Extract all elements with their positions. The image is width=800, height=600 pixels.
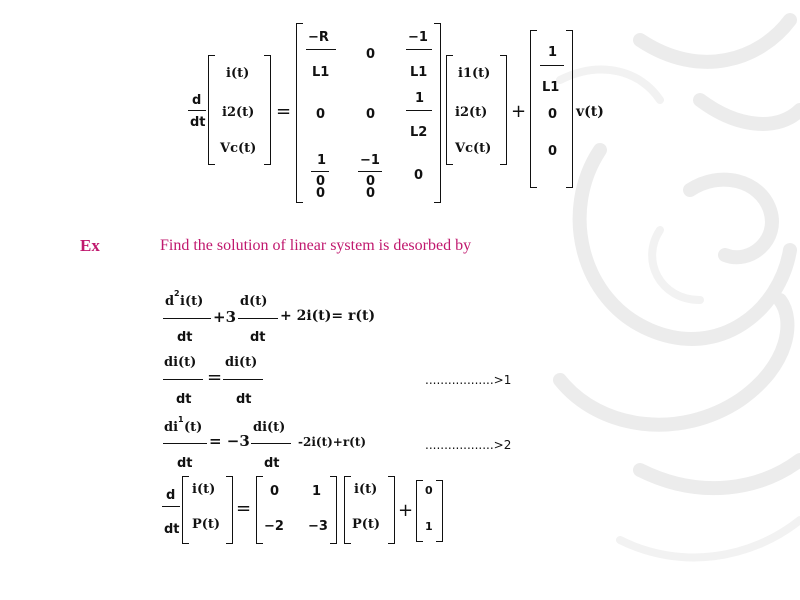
matrix-entry-numerator: 1: [415, 91, 425, 106]
matrix-entry: 0: [366, 186, 376, 201]
fraction-bar: [311, 171, 329, 172]
plus-sign: +: [398, 500, 414, 521]
matrix-entry: 0: [414, 168, 424, 183]
input-vector-item: 1: [425, 520, 433, 533]
left-bracket: [208, 55, 215, 165]
fraction-bar: [406, 49, 432, 50]
fraction-bar: [306, 49, 336, 50]
input-vector-numerator: 1: [548, 45, 558, 60]
matrix-entry-numerator: −1: [408, 30, 428, 45]
right-bracket: [388, 476, 395, 544]
equation-tag: ..................>2: [425, 438, 512, 452]
matrix-entry-numerator: −1: [360, 153, 380, 168]
left-bracket: [182, 476, 189, 544]
fraction-bar: [162, 506, 180, 507]
fraction-bar: [223, 379, 263, 380]
matrix-entry: 0: [316, 107, 326, 122]
right-bracket: [500, 55, 507, 165]
matrix-entry-denominator: L2: [410, 125, 428, 140]
denominator-dt: dt: [250, 330, 266, 345]
matrix-entry-denominator: 0: [316, 174, 326, 189]
input-vector-item: 0: [548, 107, 558, 122]
lhs-vector-item: i(t): [226, 66, 250, 81]
fraction-bar: [163, 379, 203, 380]
example-label: Ex: [80, 236, 100, 255]
coefficient-term: = −3: [209, 432, 250, 450]
coefficient-term: +3: [213, 308, 237, 326]
state-vector-item: i(t): [354, 482, 378, 497]
numerator-function: (t): [184, 420, 203, 435]
matrix-entry: −3: [308, 519, 328, 534]
denominator-dt: dt: [236, 392, 252, 407]
left-bracket: [256, 476, 263, 544]
denominator-dt: dt: [176, 392, 192, 407]
lhs-vector-item: i2(t): [222, 105, 255, 120]
numerator-function: di: [164, 420, 179, 435]
numerator-function: di(t): [164, 355, 197, 370]
matrix-entry: 0: [366, 107, 376, 122]
fraction-bar: [358, 171, 382, 172]
right-bracket: [330, 476, 337, 544]
state-vector-item: P(t): [352, 517, 381, 532]
lhs-vector-item: P(t): [192, 517, 221, 532]
numerator-function: d(t): [240, 294, 268, 309]
fraction-bar: [540, 65, 564, 66]
equals-sign: =: [207, 367, 223, 388]
input-signal: v(t): [576, 104, 604, 120]
numerator-d: d: [165, 294, 175, 309]
input-vector-item: 0: [548, 144, 558, 159]
fraction-bar: [163, 318, 211, 319]
exponent: 1: [178, 415, 184, 424]
matrix-entry-denominator: 0: [366, 174, 376, 189]
matrix-entry-numerator: −R: [308, 30, 329, 45]
matrix-entry: −2: [264, 519, 284, 534]
example-statement: Find the solution of linear system is desorbed by: [160, 237, 472, 254]
matrix-entry: 0: [316, 186, 326, 201]
numerator-function: di(t): [225, 355, 258, 370]
equals-sign: =: [276, 101, 292, 122]
state-vector-item: Vc(t): [455, 141, 492, 156]
equation-tag: ..................>1: [425, 373, 512, 387]
fraction-bar: [188, 110, 206, 111]
numerator-function: di(t): [253, 420, 286, 435]
derivative-dt: dt: [164, 522, 180, 537]
matrix-entry-numerator: 1: [317, 153, 327, 168]
left-bracket: [530, 30, 537, 188]
left-bracket: [296, 23, 303, 203]
matrix-entry: 0: [366, 47, 376, 62]
right-bracket: [226, 476, 233, 544]
equals-sign: =: [236, 498, 252, 519]
fraction-bar: [251, 443, 291, 444]
fraction-bar: [238, 318, 278, 319]
plus-sign: +: [511, 101, 527, 122]
fraction-bar: [163, 443, 207, 444]
left-bracket: [446, 55, 453, 165]
right-bracket: [264, 55, 271, 165]
equation-remainder: + 2i(t)= r(t): [280, 308, 376, 324]
input-vector-denominator: L1: [542, 80, 560, 95]
matrix-entry-denominator: L1: [410, 65, 428, 80]
derivative-dt: dt: [190, 115, 206, 130]
right-bracket: [566, 30, 573, 188]
denominator-dt: dt: [177, 330, 193, 345]
derivative-d: d: [166, 488, 176, 503]
derivative-d: d: [192, 93, 202, 108]
matrix-entry: 1: [312, 484, 322, 499]
lhs-vector-item: Vc(t): [220, 141, 257, 156]
denominator-dt: dt: [177, 456, 193, 471]
fraction-bar: [406, 110, 432, 111]
equation-remainder: -2i(t)+r(t): [298, 435, 367, 449]
state-vector-item: i1(t): [458, 66, 491, 81]
lhs-vector-item: i(t): [192, 482, 216, 497]
matrix-entry-denominator: L1: [312, 65, 330, 80]
left-bracket: [416, 480, 423, 542]
matrix-entry: 0: [270, 484, 280, 499]
numerator-function: i(t): [180, 294, 204, 309]
input-vector-item: 0: [425, 484, 433, 497]
right-bracket: [434, 23, 441, 203]
exponent: 2: [174, 289, 180, 298]
left-bracket: [344, 476, 351, 544]
right-bracket: [436, 480, 443, 542]
state-vector-item: i2(t): [455, 105, 488, 120]
denominator-dt: dt: [264, 456, 280, 471]
